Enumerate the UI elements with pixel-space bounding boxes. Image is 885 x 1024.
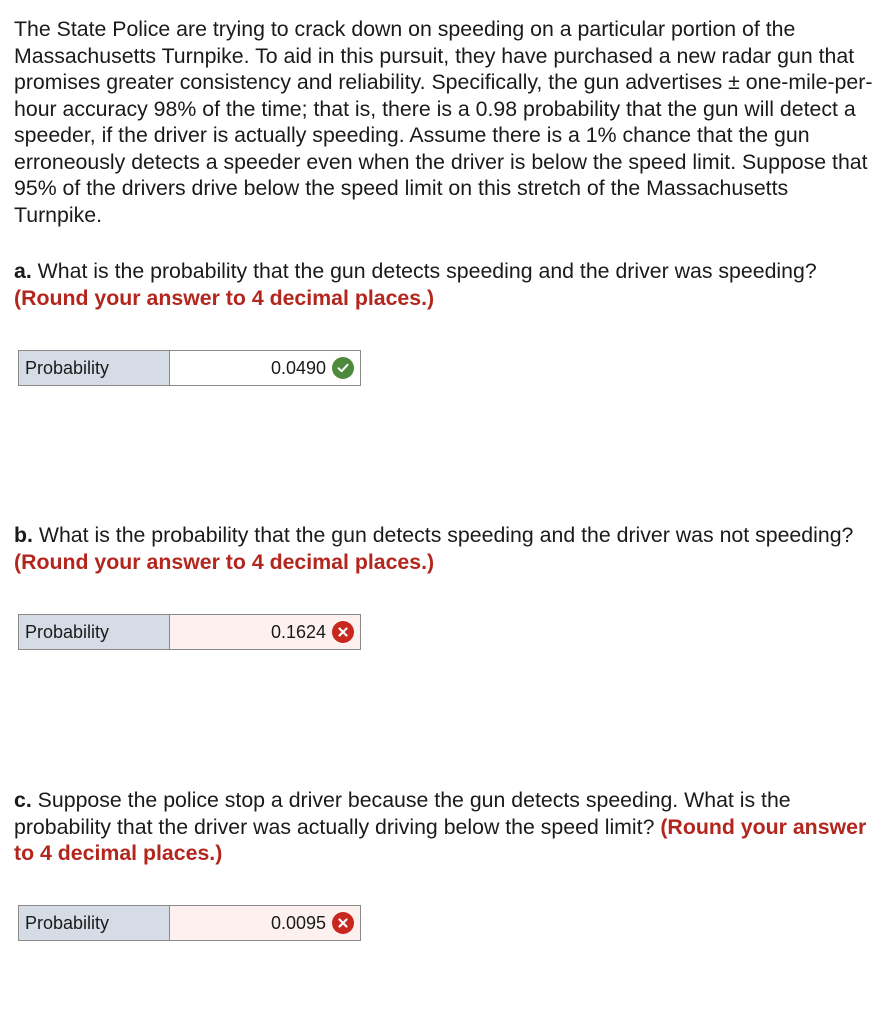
answer-table-a [18, 350, 361, 386]
question-a-round-note: (Round your answer to 4 decimal places.) [14, 285, 435, 310]
question-b [14, 522, 874, 575]
answer-c-field[interactable] [170, 906, 360, 940]
question-b-text: What is the probability that the gun detects speeding and the driver was not speeding? [32, 523, 854, 547]
answer-b-label: Probability [19, 615, 170, 649]
question-a-text: What is the probability that the gun detects speeding and the driver was speeding? [31, 259, 817, 283]
question-c [14, 787, 874, 867]
answer-a-value: 0.0490 [270, 357, 326, 378]
question-b-round-note: (Round your answer to 4 decimal places.) [14, 549, 435, 574]
answer-b-value: 0.1624 [270, 621, 326, 642]
question-b-letter: b. [14, 523, 33, 547]
problem-statement: The State Police are trying to crack down on speeding on a particular portion of the Massachusetts Turnpike. To aid in this pursuit, they have purchased a new radar gun that promises greater consistency and reliability. Specifically, the gun advertises ± one-mile-per-hour accuracy 98% of the time; that is, there is a 0.98 probability that the gun will detect a speeder, if the driver is actually speeding. Assume there is a 1% chance that the gun erroneously detects a speeder even when the driver is below the speed limit. Suppose that 95% of the drivers drive below the speed limit on this stretch of the Massachusetts Turnpike. [14, 17, 873, 227]
question-c-round-note: (Round your answer to 4 decimal places.) [14, 814, 867, 865]
answer-a-label: Probability [19, 351, 170, 385]
question-c-text: Suppose the police stop a driver because the gun detects speeding. What is the probability that the driver was actually driving below the speed limit? [14, 788, 791, 839]
question-c-letter: c. [14, 788, 32, 812]
x-icon [332, 912, 354, 934]
check-icon [332, 357, 354, 379]
answer-table-b [18, 614, 361, 650]
answer-c-label: Probability [19, 906, 170, 940]
question-a [14, 258, 874, 311]
answer-b-field[interactable] [170, 615, 360, 649]
question-a-letter: a. [14, 259, 32, 283]
x-icon [332, 621, 354, 643]
answer-a-field[interactable] [170, 351, 360, 385]
answer-c-value: 0.0095 [270, 912, 326, 933]
answer-table-c [18, 905, 361, 941]
